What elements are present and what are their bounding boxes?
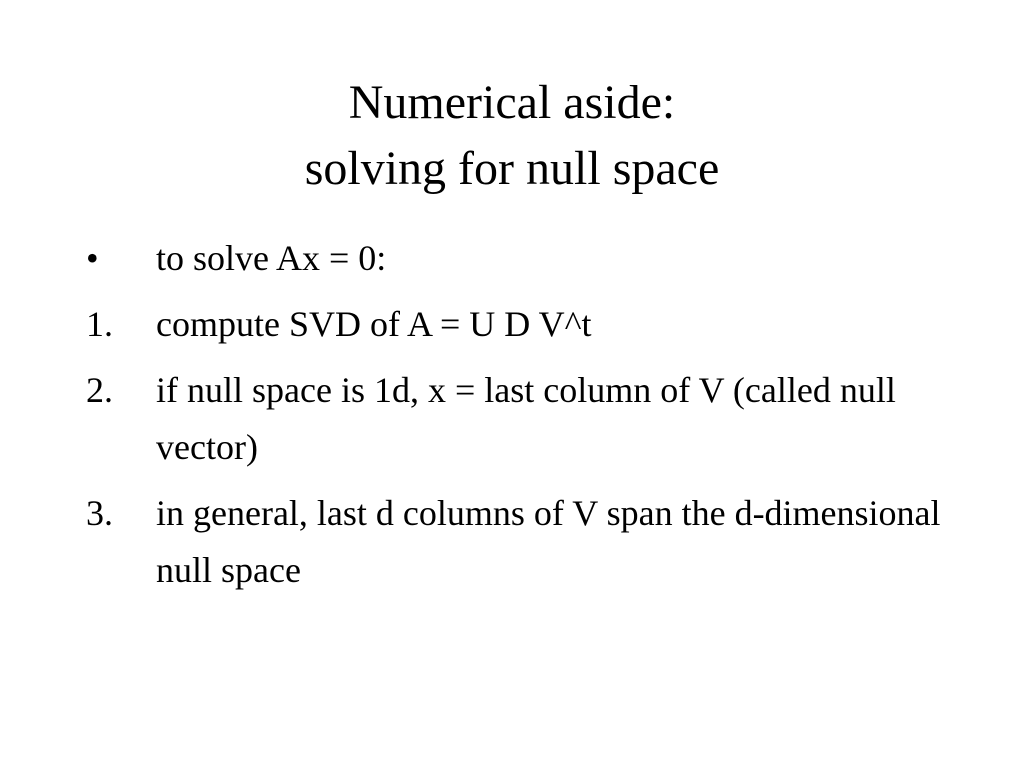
number-marker: 1. <box>86 304 113 344</box>
item-text: in general, last d columns of V span the d-dimensional null space <box>156 493 941 590</box>
numbered-item-3 <box>0 485 1024 599</box>
numbered-item-2 <box>0 362 1024 476</box>
bullet-marker: • <box>86 238 99 278</box>
numbered-item-1 <box>0 296 1024 353</box>
title-line-1: Numerical aside: <box>348 76 676 129</box>
bullet-text: to solve Ax = 0: <box>156 238 387 278</box>
title-line-2: solving for null space <box>304 142 720 195</box>
item-text: compute SVD of A = U D V^t <box>156 304 592 344</box>
number-marker: 3. <box>86 493 113 533</box>
slide-body <box>0 230 1024 608</box>
number-marker: 2. <box>86 370 113 410</box>
bullet-item <box>0 230 1024 287</box>
slide-title <box>0 70 1024 202</box>
item-text: if null space is 1d, x = last column of V (called null vector) <box>156 370 896 467</box>
